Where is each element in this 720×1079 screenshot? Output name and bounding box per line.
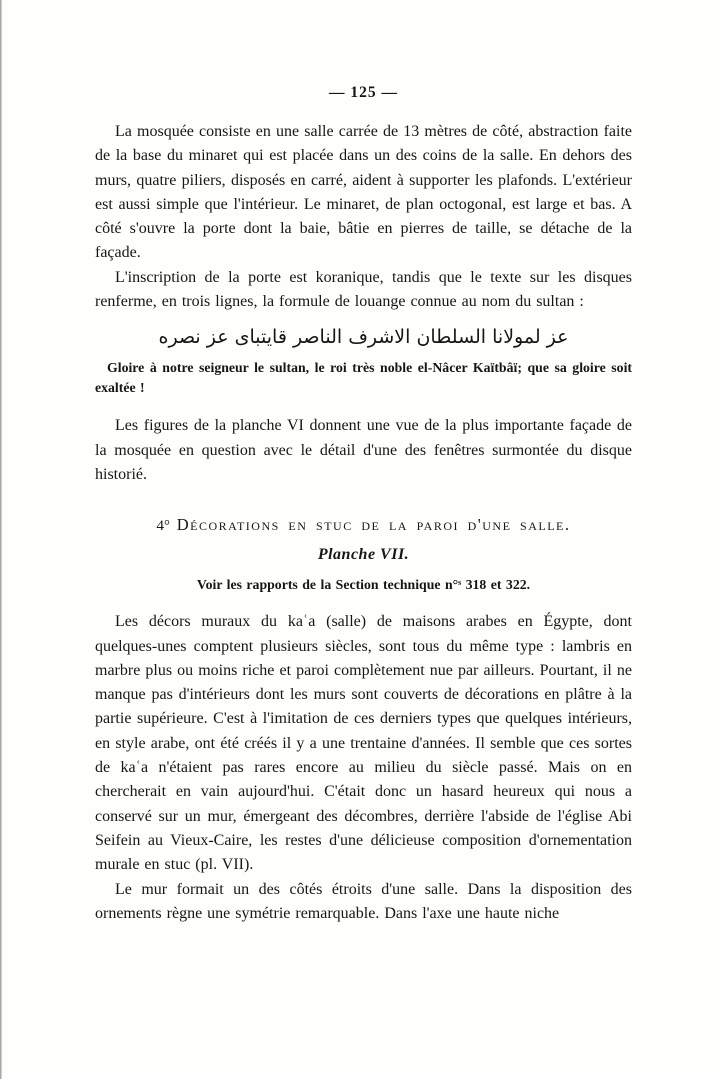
page-content xyxy=(95,84,632,926)
plate-title: Planche VII. xyxy=(317,546,410,564)
paragraph-stucco-decorations: Les décors muraux du kaʿa (salle) de maisons arabes en Égypte, dont quelques-unes comptent plusieurs siècles, sont tous du même type : lambris en marbre plus ou moins riche et paroi complètement nue par ailleurs. Pourtant, il ne manque pas d'intérieurs dont les murs sont couverts de décorations en plâtre à la partie supérieure. C'est à l'imitation de ces derniers types que quelques intérieurs, en style arabe, ont été créés il y a une trentaine d'années. Il semble que ces sortes de kaʿa n'étaient pas rares encore au milieu du siècle passé. Mais on en chercherait en vain aujourd'hui. C'était donc un hasard heureux qui nous a conservé sur un mur, émergeant des décombres, derrière l'abside de l'église Abi Seifein au Vieux-Caire, les restes d'une délicieuse composition d'ornementation murale en stuc (pl. VII). xyxy=(95,613,632,874)
paragraph-mosque-description: La mosquée consiste en une salle carrée de 13 mètres de côté, abstraction faite de la base du minaret qui est placée dans un des coins de la salle. En dehors des murs, quatre piliers, disposés en carré, aident à supporter les plafonds. L'extérieur est aussi simple que l'intérieur. Le minaret, de plan octogonal, est large et bas. A côté s'ouvre la porte dont la baie, bâtie en pierres de taille, se détache de la façade. xyxy=(95,123,632,262)
inscription-translation: Gloire à notre seigneur le sultan, le roi très noble el-Nâcer Kaïtbâï; que sa gloire soit exaltée ! xyxy=(95,360,632,396)
paragraph-wall-symmetry: Le mur formait un des côtés étroits d'une salle. Dans la disposition des ornements règne une symétrie remarquable. Dans l'axe une haute niche xyxy=(95,880,632,922)
paragraph-plate-vi-reference: Les figures de la planche VI donnent une vue de la plus importante façade de la mosquée en question avec le détail d'une des fenêtres surmontée du disque historié. xyxy=(95,417,632,483)
technical-section-note: Voir les rapports de la Section technique n°ˢ 318 et 322. xyxy=(196,577,531,593)
paragraph-inscription-intro: L'inscription de la porte est koranique, tandis que le texte sur les disques renferme, en trois lignes, la formule de louange connue au nom du sultan : xyxy=(95,268,632,311)
section-heading-number: 4° xyxy=(156,518,177,535)
section-heading xyxy=(95,515,632,535)
arabic-inscription: عز لمولانا السلطان الاشرف الناصر قايتباى عز نصره xyxy=(158,326,569,349)
section-heading-title: Décorations en stuc de la paroi d'une salle. xyxy=(176,515,571,535)
scan-edge-shadow xyxy=(0,0,2,1079)
page-number: — 125 — xyxy=(329,84,398,101)
